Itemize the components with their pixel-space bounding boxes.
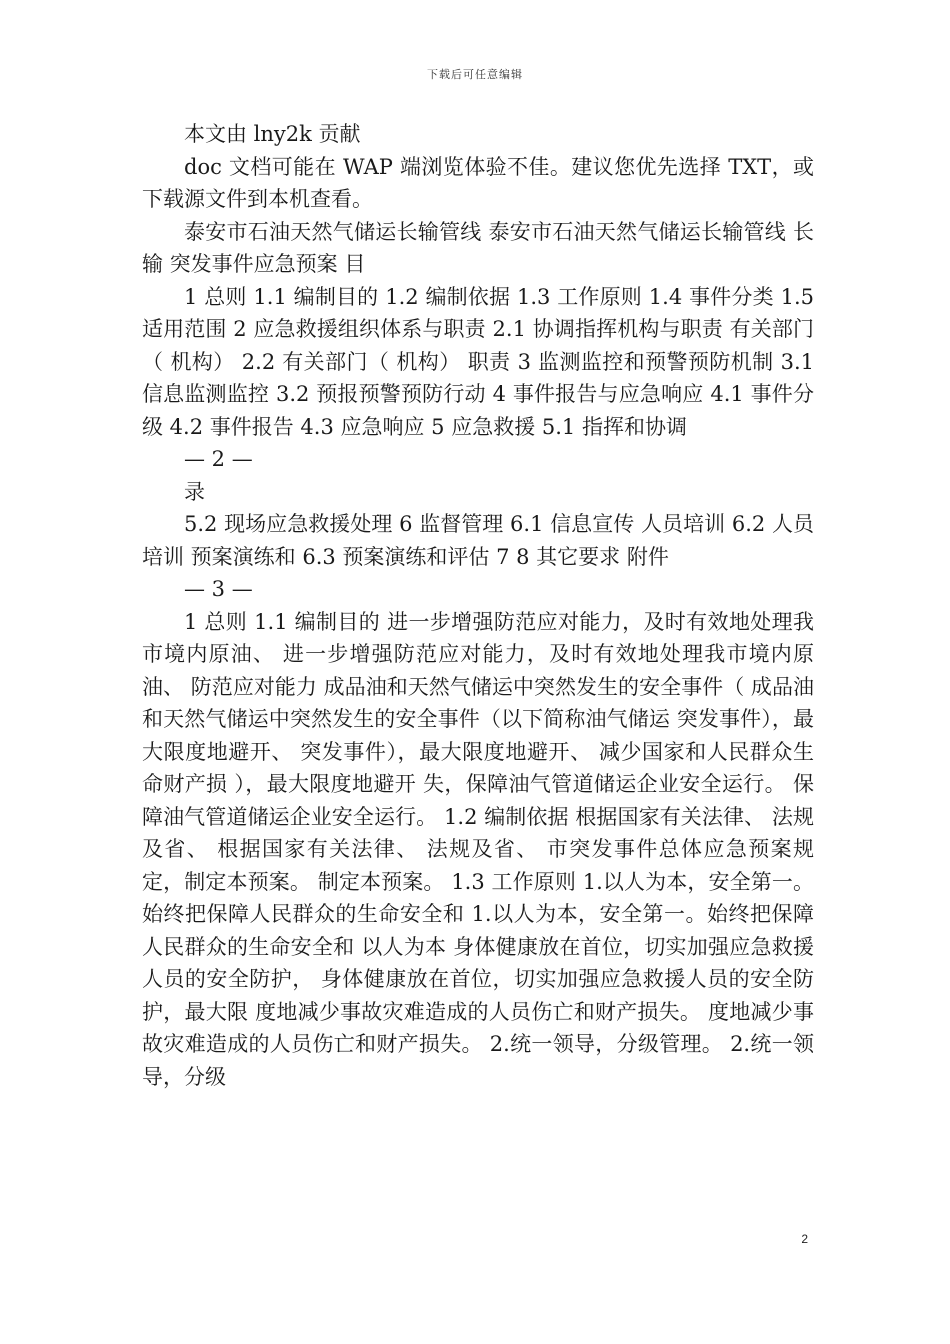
page-number: 2 <box>801 1232 808 1246</box>
toc-part-2: 5.2 现场应急救援处理 6 监督管理 6.1 信息宣传 人员培训 6.2 人员培训 预案演练和 6.3 预案演练和评估 7 8 其它要求 附件 <box>142 512 814 569</box>
doc-notice: doc 文档可能在 WAP 端浏览体验不佳。建议您优先选择 TXT，或下载源文件到本机查看。 <box>142 154 814 211</box>
document-body <box>142 118 814 1093</box>
page-marker-2: — 2 — <box>184 447 253 471</box>
toc-heading-fragment: 录 <box>184 479 205 504</box>
contributor-line: 本文由 lny2k 贡献 <box>184 122 361 146</box>
page-header: 下载后可任意编辑 <box>427 68 523 81</box>
document-title: 泰安市石油天然气储运长输管线 泰安市石油天然气储运长输管线 长输 突发事件应急预案 目 <box>142 219 814 276</box>
toc-part-1: 1 总则 1.1 编制目的 1.2 编制依据 1.3 工作原则 1.4 事件分类 1.5 适用范围 2 应急救援组织体系与职责 2.1 协调指挥机构与职责 有关部门（ 机构） 2.2 有关部门（ 机构） 职责 3 监测监控和预警预防机制 3.1 信息监测监控 3.2 预报预警预防行动 4 事件报告与应急响应 4.1 事件分级 4.2 事件报告 4.3 应急响应 5 应急救援 5.1 指挥和协调 <box>142 284 814 439</box>
page-marker-3: — 3 — <box>184 577 253 601</box>
body-section-1: 1 总则 1.1 编制目的 进一步增强防范应对能力，及时有效地处理我市境内原油、 进一步增强防范应对能力，及时有效地处理我市境内原油、 防范应对能力 成品油和天然气储运中突然发生的安全事件（ 成品油和天然气储运中突然发生的安全事件（以下简称油气储运 突发事件），最大限度地避开、 突发事件），最大限度地避开、 减少国家和人民群众生命财产损 ），最大限度地避开 失，保障油气管道储运企业安全运行。 保障油气管道储运企业安全运行。 1.2 编制依据 根据国家有关法律、 法规及省、 根据国家有关法律、 法规及省、 市突发事件总体应急预案规 定，制定本预案。 制定本预案。 1.3 工作原则 1.以人为本，安全第一。始终把保障人民群众的生命安全和 1.以人为本，安全第一。始终把保障人民群众的生命安全和 以人为本 身体健康放在首位，切实加强应急救援人员的安全防护， 身体健康放在首位，切实加强应急救援人员的安全防护，最大限 度地减少事故灾难造成的人员伤亡和财产损失。 度地减少事故灾难造成的人员伤亡和财产损失。 2.统一领导，分级管理。 2.统一领导，分级 <box>142 609 814 1089</box>
